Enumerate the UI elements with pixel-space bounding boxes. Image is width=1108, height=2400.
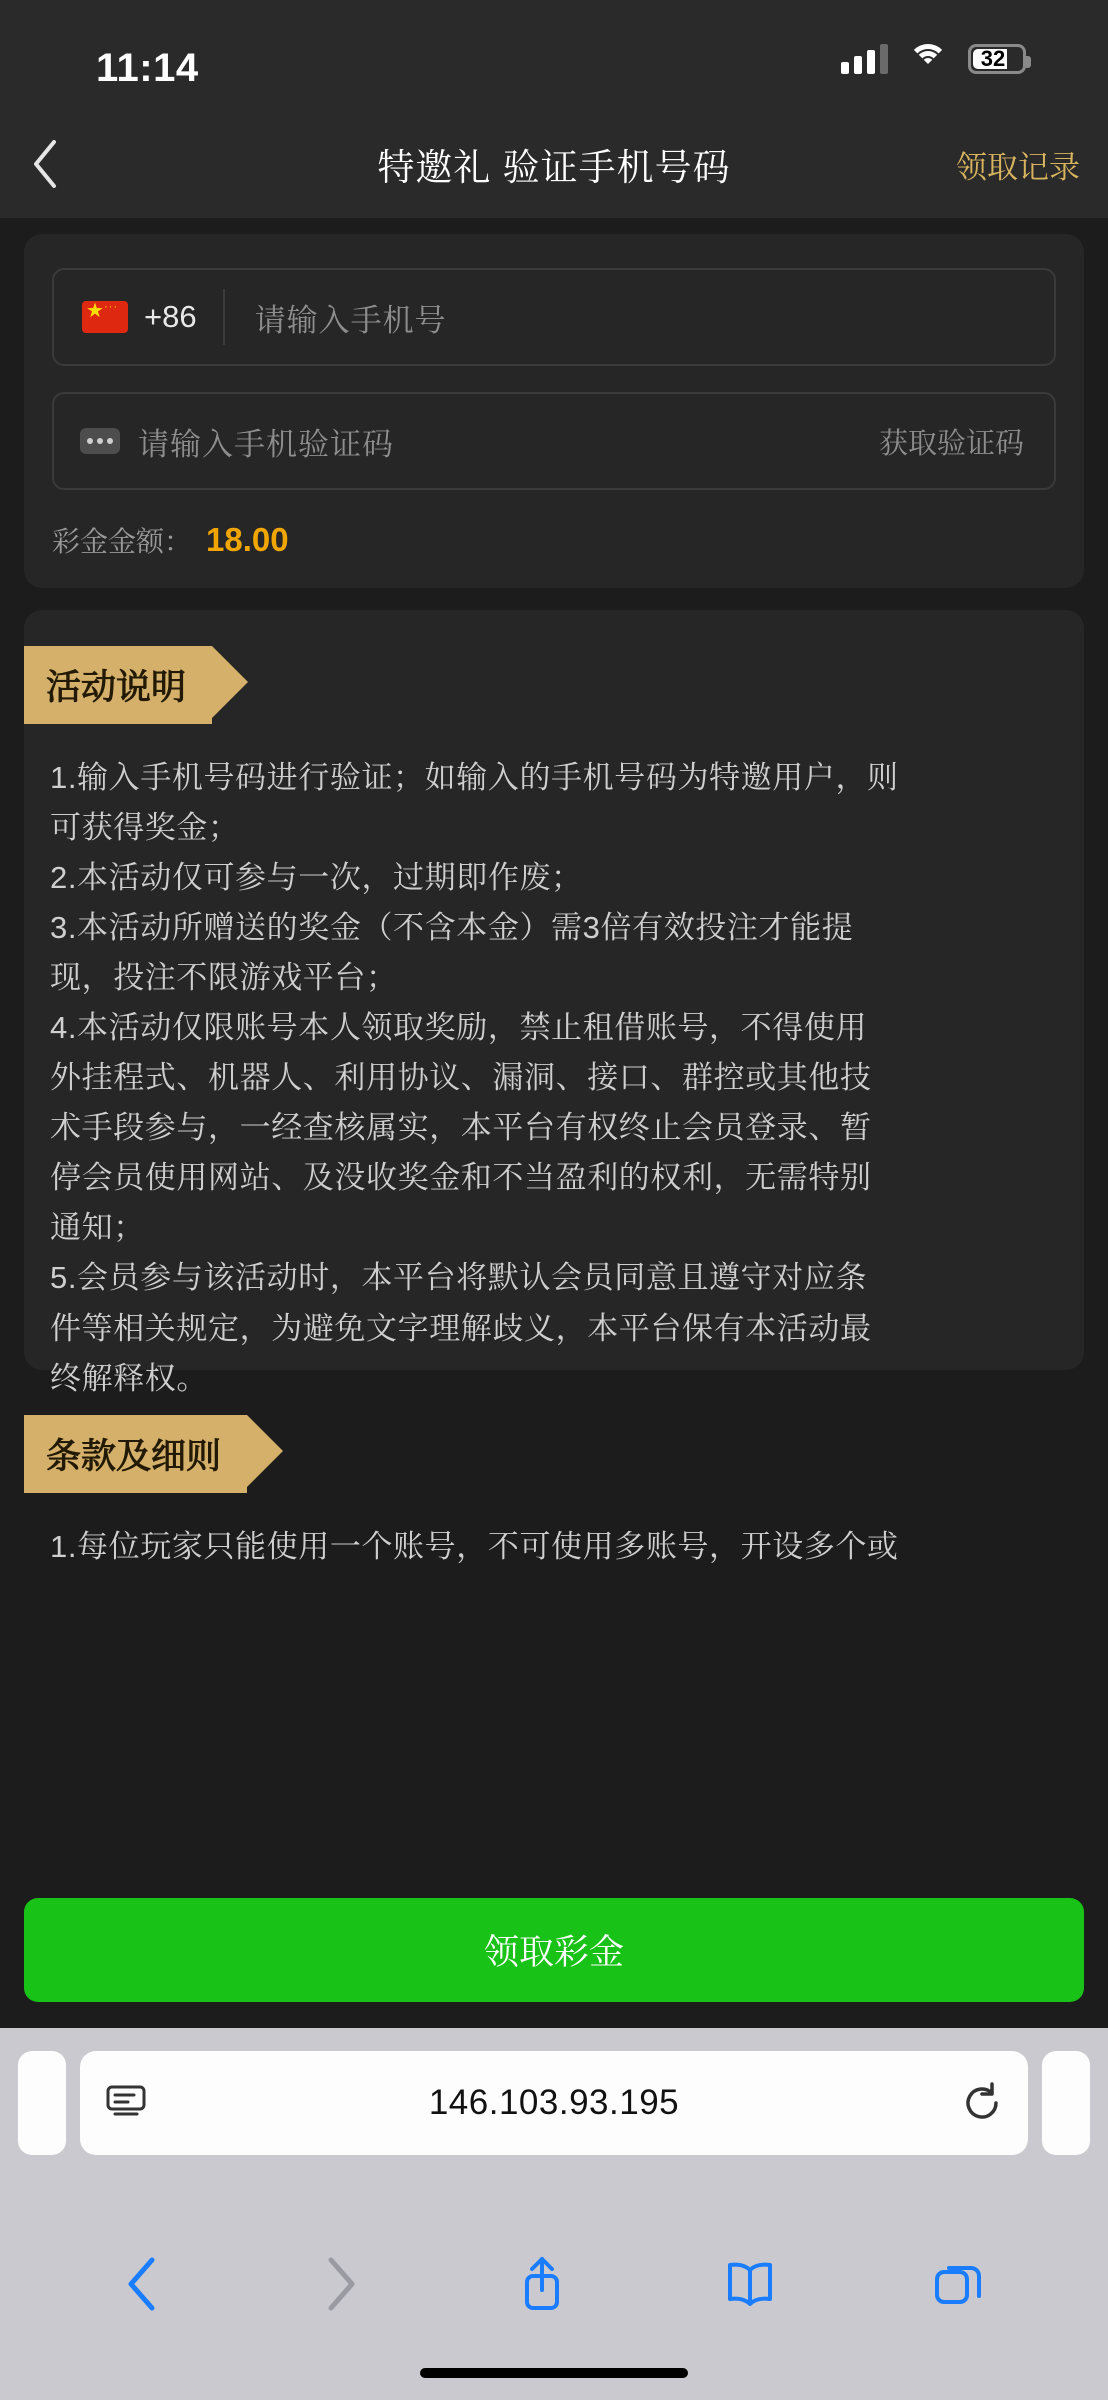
wifi-icon	[908, 44, 948, 74]
chevron-left-icon	[30, 138, 60, 190]
browser-forward-button[interactable]	[320, 2254, 360, 2314]
browser-back-icon	[123, 2254, 163, 2314]
phone-input[interactable]: 请输入手机号	[254, 302, 447, 338]
previous-tab-card[interactable]	[18, 2051, 66, 2155]
terms-heading: 条款及细则	[24, 1415, 247, 1493]
rule-line: 通知；	[50, 1210, 145, 1246]
rule-line: 3.本活动所赠送的奖金（不含本金）需3倍有效投注才能提	[50, 910, 854, 946]
share-icon	[518, 2254, 566, 2314]
country-code-selector[interactable]	[54, 289, 225, 345]
status-indicators	[841, 44, 1026, 74]
browser-chrome	[0, 2028, 1108, 2400]
status-time: 11:14	[96, 46, 199, 90]
sms-code-field[interactable]	[52, 392, 1056, 490]
rule-line: 现，投注不限游戏平台；	[50, 960, 398, 996]
sms-code-icon	[80, 428, 120, 454]
bonus-amount-value: 18.00	[206, 521, 289, 558]
tabs-button[interactable]	[933, 2258, 985, 2310]
rule-line: 4.本活动仅限账号本人领取奖励，禁止租借账号，不得使用	[50, 1010, 868, 1046]
browser-toolbar	[0, 2178, 1108, 2400]
address-bar[interactable]	[80, 2051, 1028, 2155]
verification-card	[24, 234, 1084, 588]
country-code-value: +86	[144, 299, 197, 334]
battery-icon	[968, 44, 1026, 74]
battery-level: 32	[980, 46, 1006, 71]
sms-code-input[interactable]: 请输入手机验证码	[138, 426, 394, 462]
rule-line: 5.会员参与该活动时，本平台将默认会员同意且遵守对应条	[50, 1260, 868, 1296]
status-bar	[0, 0, 1108, 110]
reader-view-icon[interactable]	[106, 2084, 152, 2123]
reload-button[interactable]	[956, 2082, 1002, 2124]
cellular-signal-icon	[841, 44, 888, 74]
rule-line: 1.输入手机号码进行验证；如输入的手机号码为特邀用户，则	[50, 760, 899, 795]
rule-line: 外挂程式、机器人、利用协议、漏洞、接口、群控或其他技	[50, 1060, 872, 1096]
bonus-amount-row	[52, 520, 1056, 560]
cta-container	[0, 1878, 1108, 2028]
rule-line: 终解释权。	[50, 1360, 208, 1396]
activity-description-text	[50, 754, 1058, 1403]
bookmarks-button[interactable]	[724, 2258, 776, 2310]
claim-records-link[interactable]: 领取记录	[956, 149, 1080, 185]
back-button[interactable]	[0, 110, 90, 218]
browser-forward-icon	[320, 2254, 360, 2314]
share-button[interactable]	[518, 2254, 566, 2314]
claim-bonus-button[interactable]: 领取彩金	[24, 1898, 1084, 2002]
rule-line: 停会员使用网站、及没收奖金和不当盈利的权利，无需特别	[50, 1160, 872, 1196]
phone-field[interactable]	[52, 268, 1056, 366]
terms-text	[50, 1523, 1058, 1571]
tabs-icon	[933, 2258, 985, 2310]
url-row	[0, 2028, 1108, 2178]
rule-line: 2.本活动仅可参与一次，过期即作废；	[50, 860, 583, 896]
terms-line: 1.每位玩家只能使用一个账号，不可使用多账号，开设多个或	[50, 1528, 899, 1564]
home-indicator	[420, 2368, 688, 2378]
rule-line: 术手段参与，一经查核属实，本平台有权终止会员登录、暂	[50, 1110, 872, 1146]
activity-description-heading: 活动说明	[24, 646, 212, 724]
get-code-button[interactable]: 获取验证码	[878, 427, 1024, 460]
page-title: 特邀礼 验证手机号码	[377, 147, 731, 188]
url-text[interactable]: 146.103.93.195	[428, 2083, 680, 2122]
bookmarks-icon	[724, 2258, 776, 2310]
bonus-amount-label: 彩金金额：	[52, 526, 193, 557]
nav-bar	[0, 110, 1108, 218]
browser-back-button[interactable]	[123, 2254, 163, 2314]
china-flag-icon	[82, 301, 128, 333]
info-card	[24, 610, 1084, 1564]
rule-line: 件等相关规定，为避免文字理解歧义，本平台保有本活动最	[50, 1310, 872, 1346]
rule-line: 可获得奖金；	[50, 810, 240, 846]
next-tab-card[interactable]	[1042, 2051, 1090, 2155]
